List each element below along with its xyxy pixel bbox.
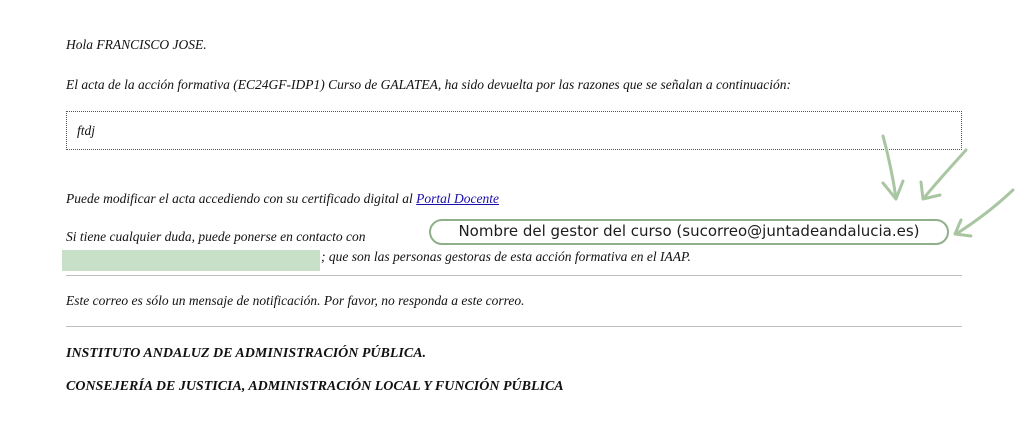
reason-text: ftdj — [77, 123, 96, 138]
modify-text — [66, 191, 499, 207]
gestor-placeholder-annotation: Nombre del gestor del curso (sucorreo@juntadeandalucia.es) — [429, 219, 949, 245]
notice-text: Este correo es sólo un mensaje de notificación. Por favor, no responda a este correo. — [66, 293, 525, 308]
greeting-text: Hola FRANCISCO JOSE. — [66, 37, 207, 52]
hand-drawn-arrow-icon — [921, 150, 966, 199]
org-name: INSTITUTO ANDALUZ DE ADMINISTRACIÓN PÚBLICA. — [66, 346, 427, 361]
hand-drawn-arrow-icon — [955, 190, 1013, 236]
contact-suffix-text: ; que son las personas gestoras de esta acción formativa en el IAAP. — [321, 249, 691, 264]
divider — [66, 275, 962, 276]
divider — [66, 326, 962, 327]
contact-text: Si tiene cualquier duda, puede ponerse en contacto con — [66, 229, 366, 244]
reason-box — [66, 111, 962, 150]
modify-prefix: Puede modificar el acta accediendo con su certificado digital al — [66, 191, 417, 206]
portal-docente-link[interactable]: Portal Docente — [416, 191, 500, 206]
org-department: CONSEJERÍA DE JUSTICIA, ADMINISTRACIÓN LOCAL Y FUNCIÓN PÚBLICA — [66, 379, 564, 394]
redaction-bar — [62, 250, 320, 271]
intro-text: El acta de la acción formativa (EC24GF-IDP1) Curso de GALATEA, ha sido devuelta por las razones que se señalan a continuación: — [66, 77, 792, 92]
